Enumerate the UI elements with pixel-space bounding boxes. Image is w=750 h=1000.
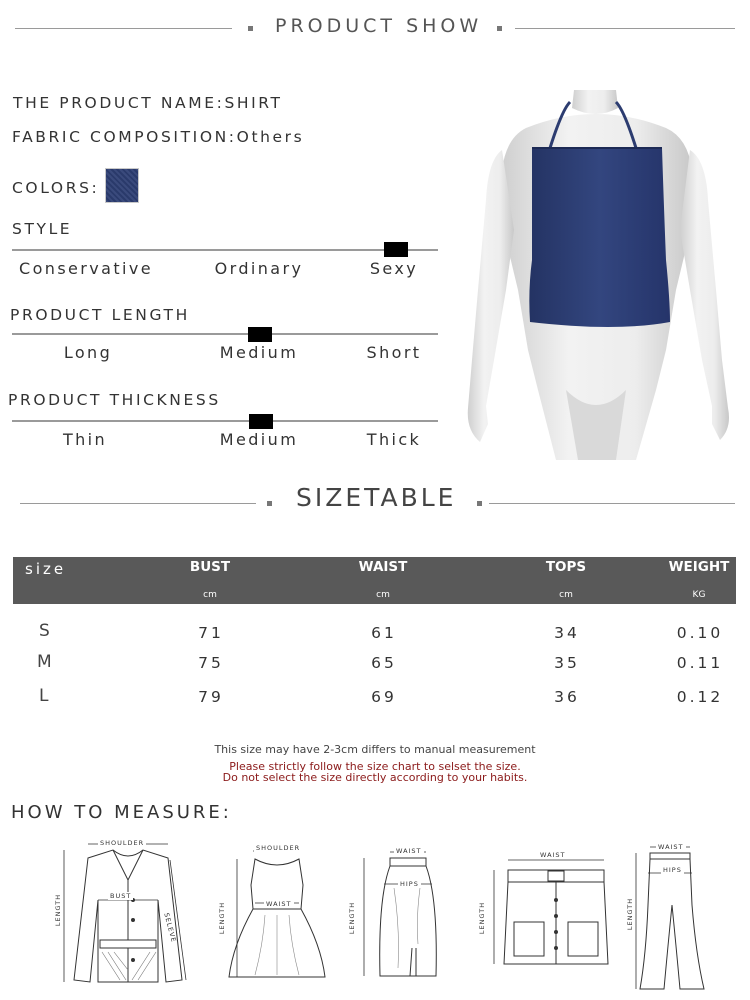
trousers-length-label: LENGTH: [626, 897, 635, 931]
shorts-waist-label: WAIST: [540, 851, 566, 859]
th-tops: TOPS: [545, 559, 587, 575]
colors-label: COLORS:: [12, 179, 100, 197]
style-option-conservative: Conservative: [19, 259, 153, 278]
thickness-option-thin: Thin: [62, 430, 108, 449]
jacket-shoulder-label: SHOULDER: [100, 839, 145, 847]
th-weight: WEIGHT: [668, 559, 730, 575]
skirt-length-label: LENGTH: [348, 901, 357, 935]
cell-waist: 69: [371, 688, 397, 706]
thickness-marker-medium: [249, 414, 273, 429]
fabric-composition: [12, 128, 304, 146]
product-photo-mannequin: [466, 90, 736, 465]
sizetable-dot-left: [267, 501, 272, 506]
style-title: STYLE: [12, 220, 73, 238]
note-measurement: This size may have 2-3cm differs to manual measurement: [214, 743, 536, 756]
th-waist: WAIST: [358, 559, 408, 575]
fabric-label: FABRIC COMPOSITION:: [12, 128, 237, 146]
length-scale-line: [12, 333, 438, 335]
dress-waist-label: WAIST: [266, 900, 292, 908]
header-rule-right: [515, 28, 735, 29]
cell-bust: 79: [198, 688, 224, 706]
note-habits: Do not select the size directly according to your habits.: [222, 771, 528, 784]
swatch-texture: [106, 169, 138, 202]
thickness-title: PRODUCT THICKNESS: [8, 391, 221, 409]
unit-weight: ΚG: [692, 590, 706, 600]
dress-length-label: LENGTH: [218, 901, 227, 935]
jacket-bust-label: BUST: [110, 892, 132, 900]
style-marker-sexy: [384, 242, 408, 257]
length-option-short: Short: [366, 343, 422, 362]
cell-weight: 0.12: [676, 688, 724, 706]
row-size: L: [39, 686, 49, 706]
cell-tops: 34: [554, 624, 580, 642]
cell-tops: 35: [554, 654, 580, 672]
cell-weight: 0.10: [676, 624, 724, 642]
unit-bust: cm: [203, 590, 217, 600]
jacket-sleeve-label: SELEVE: [162, 912, 178, 944]
shorts-measure-diagram: [490, 852, 610, 977]
style-option-sexy: Sexy: [369, 259, 419, 278]
shorts-length-label: LENGTH: [478, 901, 487, 935]
header-rule-left: [15, 28, 232, 29]
th-size: size: [25, 560, 67, 578]
dress-measure-diagram: [225, 845, 330, 985]
note-follow-chart: Please strictly follow the size chart to selset the size.: [229, 760, 521, 773]
thickness-option-medium: Medium: [219, 430, 299, 449]
thickness-option-thick: Thick: [366, 430, 422, 449]
cell-waist: 65: [371, 654, 397, 672]
cell-waist: 61: [371, 624, 397, 642]
sizetable-dot-right: [477, 501, 482, 506]
length-marker-medium: [248, 327, 272, 342]
header-dot-left: [248, 26, 253, 31]
section-title-product-show: PRODUCT SHOW: [275, 15, 483, 37]
length-option-long: Long: [63, 343, 113, 362]
sizetable-rule-left: [20, 503, 256, 504]
style-scale-line: [12, 249, 438, 251]
jacket-measure-diagram: [58, 840, 198, 990]
row-size: M: [37, 652, 52, 672]
row-size: S: [39, 621, 50, 641]
color-swatch-navy[interactable]: [105, 168, 139, 203]
product-name: THE PRODUCT NAME:SHIRT: [13, 94, 283, 112]
cell-weight: 0.11: [676, 654, 724, 672]
cell-bust: 71: [198, 624, 224, 642]
sizetable-rule-right: [489, 503, 735, 504]
trousers-waist-label: WAIST: [658, 843, 684, 851]
how-to-measure-title: HOW TO MEASURE:: [11, 802, 232, 823]
skirt-measure-diagram: [360, 848, 450, 983]
cell-tops: 36: [554, 688, 580, 706]
fabric-value: Others: [236, 128, 305, 146]
th-bust: BUST: [189, 559, 231, 575]
length-title: PRODUCT LENGTH: [10, 306, 190, 324]
section-title-sizetable: SIZETABLE: [296, 483, 457, 512]
length-option-medium: Medium: [219, 343, 299, 362]
jacket-length-label: LENGTH: [54, 893, 63, 927]
cell-bust: 75: [198, 654, 224, 672]
dress-shoulder-label: SHOULDER: [256, 844, 301, 852]
header-dot-right: [497, 26, 502, 31]
trousers-hips-label: HIPS: [663, 866, 682, 874]
skirt-hips-label: HIPS: [400, 880, 419, 888]
style-option-ordinary: Ordinary: [214, 259, 304, 278]
unit-tops: cm: [559, 590, 573, 600]
thickness-scale-line: [12, 420, 438, 422]
skirt-waist-label: WAIST: [396, 847, 422, 855]
unit-waist: cm: [376, 590, 390, 600]
